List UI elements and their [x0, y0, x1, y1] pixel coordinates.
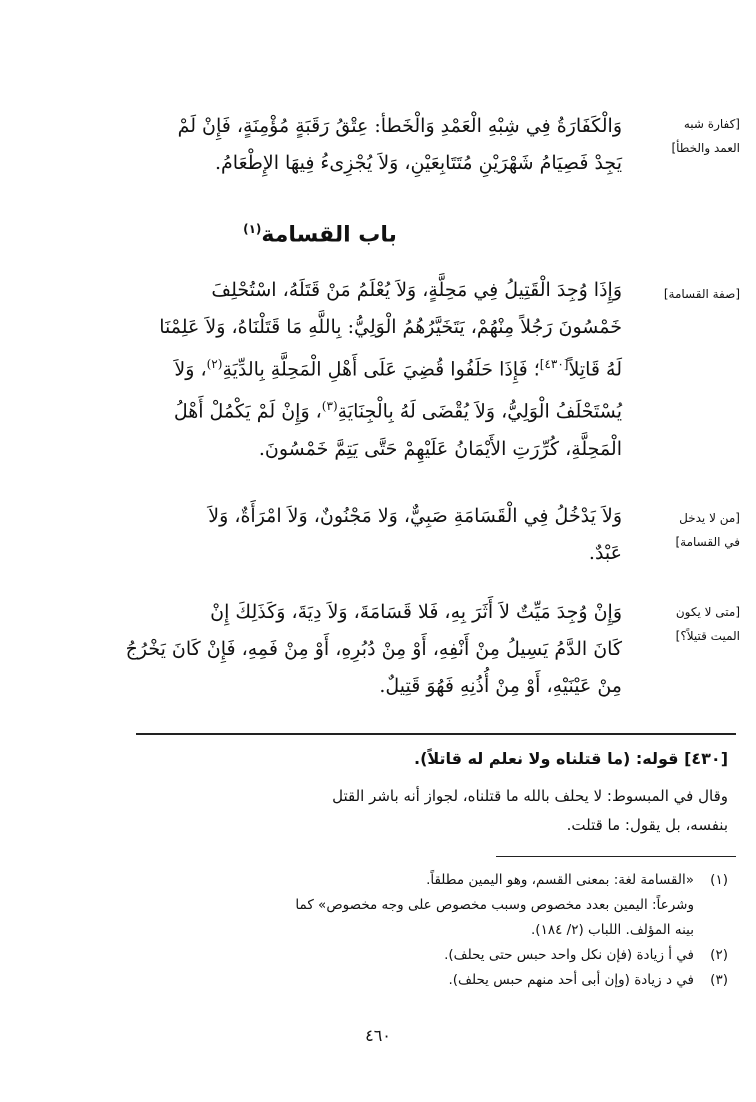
text-line: الْمَحِلَّةِ، كُرِّرَتِ الأَيْمَانُ عَلَيْهِمْ حَتَّى يَتِمَّ خَمْسُونَ. — [258, 437, 622, 460]
commentary-body — [28, 782, 728, 840]
paragraph-qasama — [18, 272, 622, 468]
text-line: عَبْدٌ. — [588, 542, 622, 564]
margin-note-line: في القسامة] — [675, 535, 740, 549]
text-line: وَلاَ يَدْخُلُ فِي الْقَسَامَةِ صَبِيٌّ، وَلا مَجْنُونٌ، وَلاَ امْرَأَةٌ، وَلاَ — [208, 505, 622, 527]
footnote-line: في أ زيادة (فإن نكل واحد حبس حتى يحلف). — [444, 947, 694, 963]
footnote-line: بينه المؤلف. اللباب (٢/ ١٨٤). — [531, 922, 694, 938]
text-line: يَجِدْ فَصِيَامُ شَهْرَيْنِ مُتَتَابِعَيْنِ، وَلاَ يُجْزِىءُ فِيهَا الإِطْعَامُ. — [215, 152, 622, 174]
footnote-marker: (١) — [243, 222, 262, 236]
margin-note-line: [صفة القسامة] — [663, 287, 740, 301]
text-line: وَإِنْ وُجِدَ مَيِّتٌ لاَ أَثَرَ بِهِ، فَلا قَسَامَةَ، وَلاَ دِيَةَ، وَكَذَلِكَ إِنْ — [210, 601, 622, 623]
margin-note-excluded — [630, 506, 740, 554]
footnote-marker: (٣) — [321, 399, 338, 414]
chapter-title — [18, 214, 622, 250]
margin-note-line: [من لا يدخل — [679, 511, 740, 525]
text-line — [18, 346, 622, 388]
text-segment: يُسْتَحْلَفُ الْوَلِيُّ، وَلاَ يُقْضَى لَهُ بِالْجِنَايَةِ — [337, 400, 622, 423]
commentary-heading — [28, 744, 728, 774]
footnote-line: «القسامة لغة: بمعنى القسم، وهو اليمين مطلقاً. — [426, 872, 694, 888]
commentary-divider — [136, 733, 736, 735]
page-number: ٤٦٠ — [365, 1026, 391, 1045]
commentary-line: بنفسه، بل يقول: ما قتلت. — [566, 816, 728, 834]
footnote-number: (٢) — [710, 947, 728, 963]
footnote-divider — [496, 856, 736, 857]
footnote-number: (٣) — [710, 972, 728, 988]
text-line: وَإِذَا وُجِدَ الْقَتِيلُ فِي مَحِلَّةٍ، وَلاَ يُعْلَمُ مَنْ قَتَلَهُ، اسْتُحْلِفَ — [211, 279, 622, 301]
text-segment: لَهُ قَاتِلاً — [568, 358, 622, 381]
text-line: كَانَ الدَّمُ يَسِيلُ مِنْ أَنْفِهِ، أَوْ مِنْ دُبُرِهِ، أَوْ مِنْ فَمِهِ، فَإِنْ كَانَ يَخْرُجُ — [125, 638, 622, 660]
text-line: مِنْ عَيْنَيْهِ، أَوْ مِنْ أُذُنِهِ فَهُوَ قَتِيلٌ. — [379, 675, 622, 697]
text-line: خَمْسُونَ رَجُلاً مِنْهُمْ، يَتَخَيَّرُهُمُ الْوَلِيُّ: بِاللَّهِ مَا قَتَلْنَاهُ، وَلاَ عَلِمْنَا — [159, 316, 622, 338]
paragraph-not-killed — [18, 594, 622, 705]
text-segment: ، وَإِنْ لَمْ يَكْمُلْ أَهْلُ — [173, 400, 322, 423]
chapter-title-text: باب القسامة — [261, 222, 397, 248]
margin-note-line: العمد والخطأ] — [671, 141, 740, 155]
text-line: وَالْكَفَارَةُ فِي شِبْهِ الْعَمْدِ وَالْخَطأ: عِتْقُ رَقَبَةٍ مُؤْمِنَةٍ، فَإِنْ لَمْ — [177, 115, 622, 137]
footnote-line: في د زيادة (وإن أبى أحد منهم حبس يحلف). — [448, 972, 694, 988]
text-segment: ؛ فَإِذَا حَلَفُوا قُضِيَ عَلَى أَهْلِ الْمَحِلَّةِ بِالدِّيَةِ — [222, 358, 540, 381]
margin-note-not-killed — [630, 600, 740, 648]
commentary-heading-text: قوله: (ما قتلناه ولا نعلم له قاتلاً). — [413, 749, 679, 768]
footnotes — [28, 868, 728, 993]
footnote-1 — [28, 868, 728, 893]
paragraph-excluded — [18, 498, 622, 572]
margin-note-line: الميت قتيلاً؟] — [675, 629, 740, 643]
footnote-number: (١) — [710, 872, 728, 888]
footnote-line: وشرعاً: اليمين بعدد مخصوص وسبب مخصوص على وجه مخصوص» كما — [295, 897, 694, 913]
footnote-marker: (٢) — [206, 357, 223, 371]
margin-note-line: [متى لا يكون — [675, 605, 740, 619]
paragraph-expiation — [18, 108, 622, 182]
text-segment: ، وَلاَ — [174, 358, 207, 381]
footnote-3 — [28, 968, 728, 993]
margin-note-expiation — [630, 112, 740, 160]
footnote-2 — [28, 943, 728, 968]
margin-note-qasama-description — [630, 282, 740, 306]
text-line — [18, 388, 622, 430]
commentary-ref: [٤٣٠] — [684, 749, 728, 768]
commentary-ref-marker: [٤٣٠] — [539, 357, 569, 371]
margin-note-line: [كفارة شبه — [683, 117, 740, 131]
commentary-line: وقال في المبسوط: لا يحلف بالله ما قتلناه، لجواز أنه باشر القتل — [332, 787, 728, 805]
